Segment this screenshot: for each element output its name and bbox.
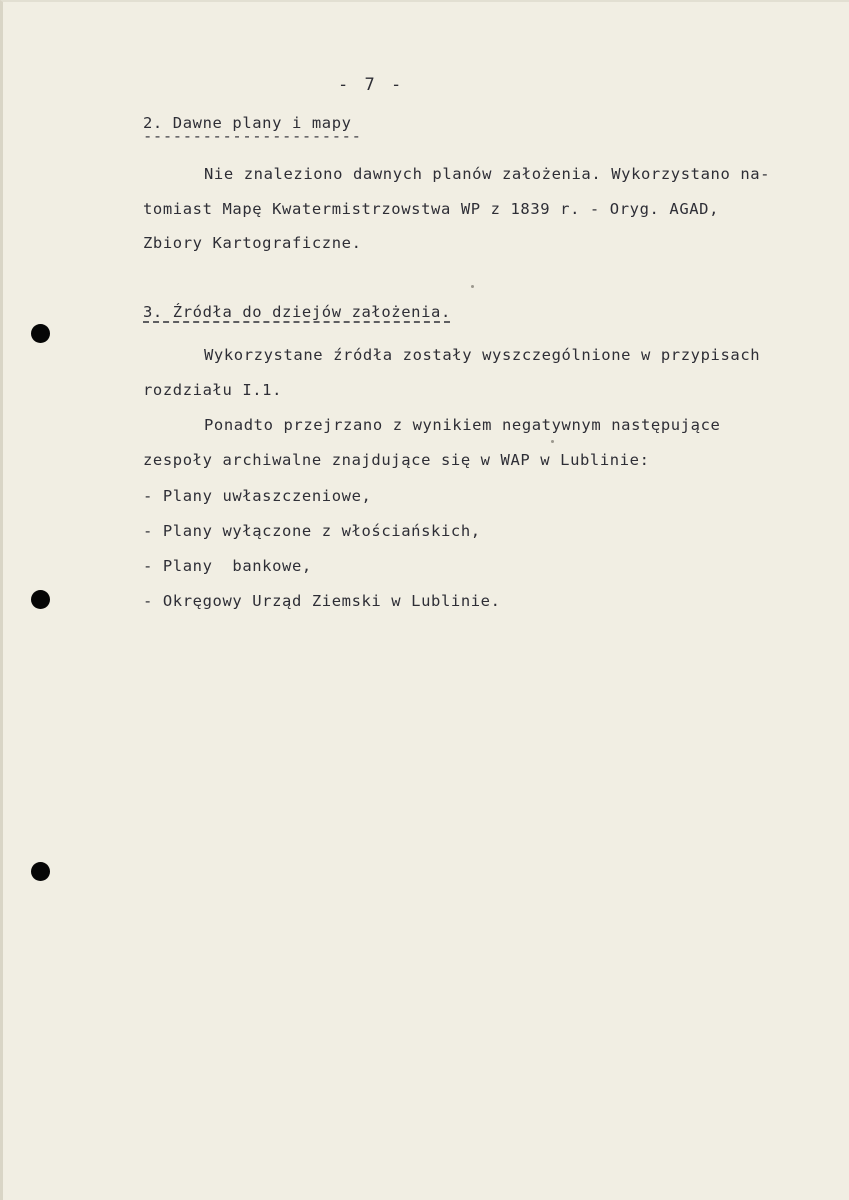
page-number: - 7 - bbox=[338, 75, 405, 95]
section-2-paragraph-line: Nie znaleziono dawnych planów założenia. Wykorzystano na- bbox=[204, 165, 771, 183]
list-item: - Plany uwłaszczeniowe, bbox=[143, 487, 372, 505]
punch-hole-top bbox=[31, 324, 50, 343]
section-2-heading-underline: ---------------------- bbox=[143, 127, 362, 145]
section-2-paragraph-line: Zbiory Kartograficzne. bbox=[143, 234, 362, 252]
section-3-paragraph-2-line: Ponadto przejrzano z wynikiem negatywnym następujące bbox=[204, 416, 721, 434]
paper-speck bbox=[471, 285, 474, 288]
section-3-paragraph-1-line: rozdziału I.1. bbox=[143, 381, 283, 399]
paper-speck bbox=[551, 440, 554, 443]
list-item: - Okręgowy Urząd Ziemski w Lublinie. bbox=[143, 592, 501, 610]
section-3-heading: 3. Źródła do dziejów założenia. bbox=[143, 303, 451, 321]
section-2-heading: 2. Dawne plany i mapy bbox=[143, 114, 352, 132]
list-item: - Plany wyłączone z włościańskich, bbox=[143, 522, 481, 540]
punch-hole-middle bbox=[31, 590, 50, 609]
section-3-paragraph-2-line: zespoły archiwalne znajdujące się w WAP w Lublinie: bbox=[143, 451, 650, 469]
section-3-paragraph-1-line: Wykorzystane źródła zostały wyszczególnione w przypisach bbox=[204, 346, 761, 364]
list-item: - Plany bankowe, bbox=[143, 557, 312, 575]
section-2-paragraph-line: tomiast Mapę Kwatermistrzowstwa WP z 1839 r. - Oryg. AGAD, bbox=[143, 200, 720, 218]
punch-hole-bottom bbox=[31, 862, 50, 881]
